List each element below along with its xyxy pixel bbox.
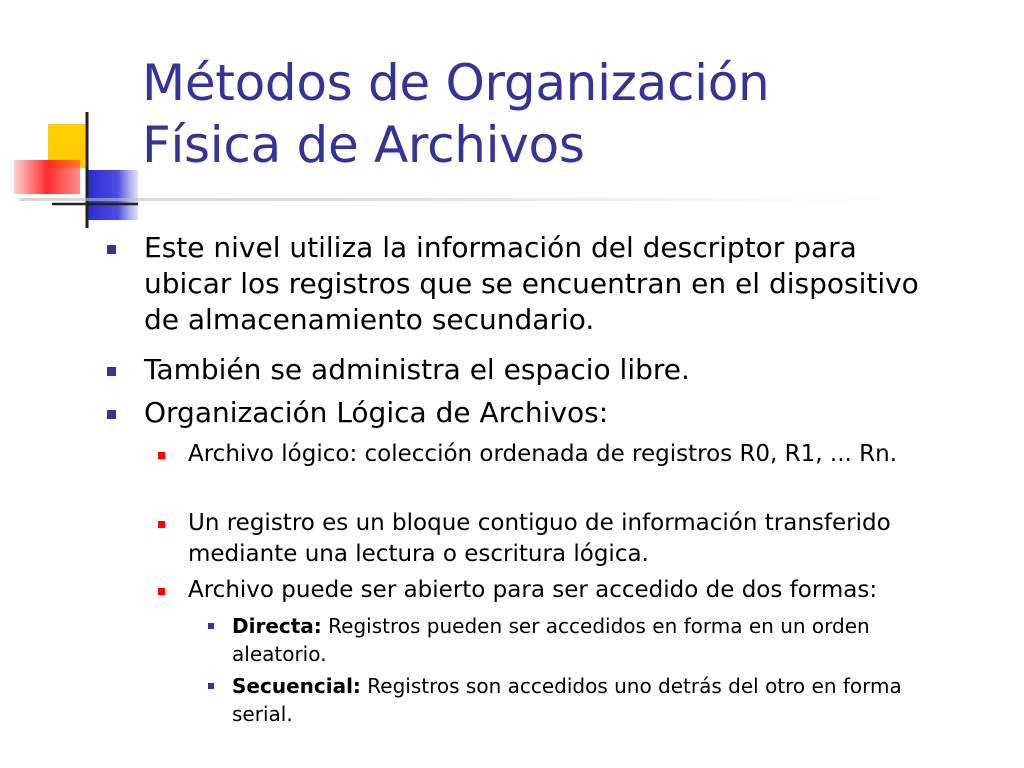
square-bullet-icon xyxy=(158,588,165,595)
sub-sub-bullet-direct xyxy=(232,612,962,668)
bullet-item-descriptor xyxy=(144,230,924,338)
sub-bullet-file-access xyxy=(188,575,958,606)
title-divider xyxy=(20,198,1020,201)
red-bar xyxy=(14,160,80,194)
sub-bullet-text: Archivo puede ser abierto para ser accedido de dos formas: xyxy=(188,577,878,603)
bullet-text: Este nivel utiliza la información del descriptor para ubicar los registros que se encuentran en el dispositivo de almacenamiento secundario. xyxy=(144,231,919,336)
term-label: Directa: xyxy=(232,614,322,638)
blue-square xyxy=(88,170,138,220)
bullet-item-logical-organization xyxy=(144,395,924,431)
sub-bullet-text: Un registro es un bloque contiguo de información transferido mediante una lectura o escritura lógica. xyxy=(188,510,891,567)
square-bullet-icon xyxy=(158,521,165,528)
square-bullet-icon xyxy=(208,683,214,689)
square-bullet-icon xyxy=(158,452,165,459)
square-bullet-icon xyxy=(208,623,214,629)
term-description: Registros pueden ser accedidos en forma en un orden aleatorio. xyxy=(232,614,870,666)
slide-title xyxy=(142,52,769,176)
decorative-logo xyxy=(0,0,160,240)
slide-title-line-1: Métodos de Organización xyxy=(142,54,770,112)
bullet-item-free-space xyxy=(144,352,924,388)
term-description: Registros son accedidos uno detrás del otro en forma serial. xyxy=(232,674,902,726)
square-bullet-icon xyxy=(107,410,116,419)
square-bullet-icon xyxy=(107,245,116,254)
sub-sub-bullet-sequential xyxy=(232,672,962,728)
slide-title-line-2: Física de Archivos xyxy=(142,116,585,174)
square-bullet-icon xyxy=(107,367,116,376)
sub-bullet-text: Archivo lógico: colección ordenada de registros R0, R1, ... Rn. xyxy=(188,441,898,467)
term-label: Secuencial: xyxy=(232,674,361,698)
bullet-text: Organización Lógica de Archivos: xyxy=(144,396,609,429)
bullet-text: También se administra el espacio libre. xyxy=(144,353,690,386)
sub-bullet-logical-file xyxy=(188,439,958,470)
sub-bullet-record xyxy=(188,508,958,570)
